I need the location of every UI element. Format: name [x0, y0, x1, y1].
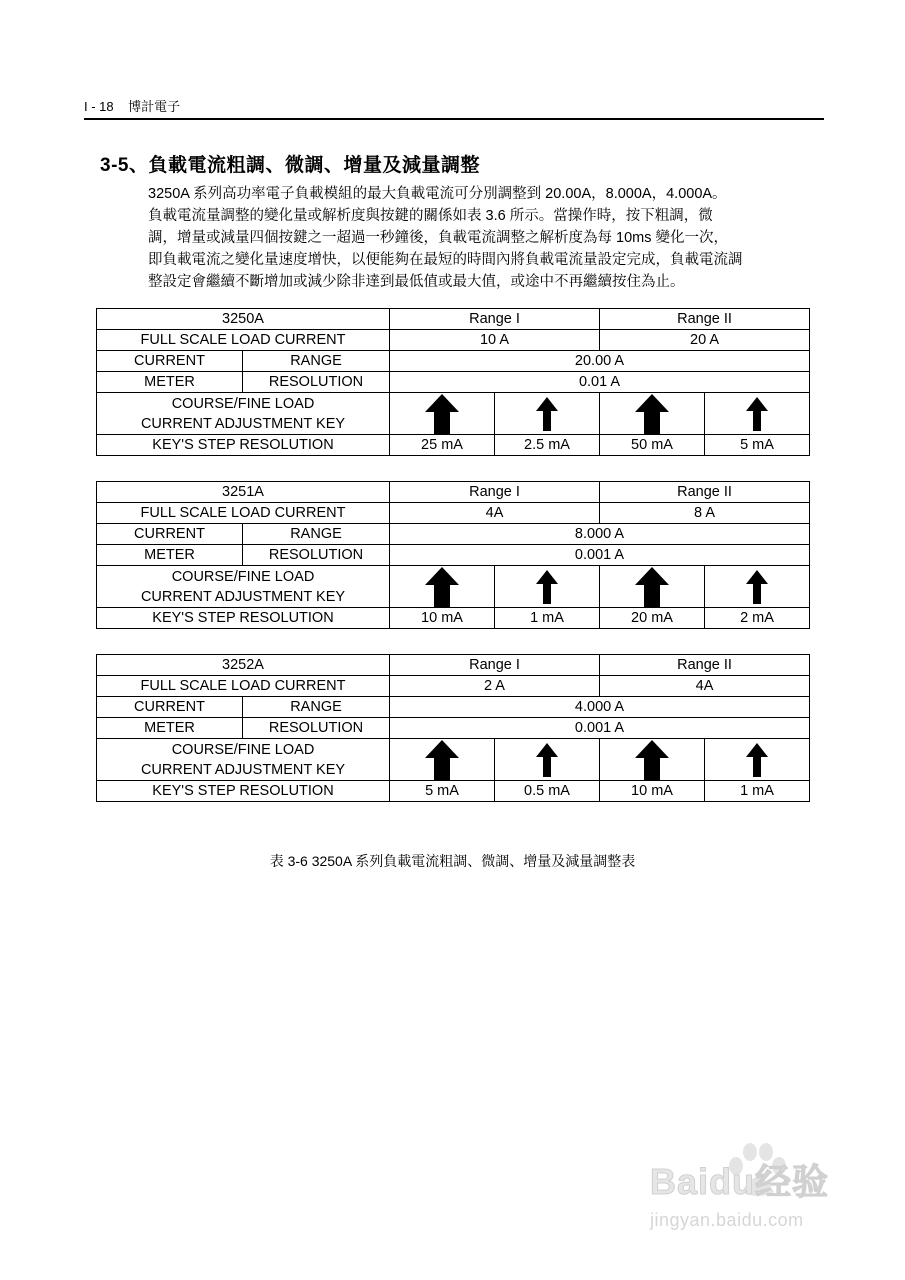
key-label-line-1: COURSE/FINE LOAD — [171, 395, 315, 412]
resolution-label: RESOLUTION — [243, 718, 390, 739]
spec-table-3250a — [96, 308, 810, 456]
key-label-line-1: COURSE/FINE LOAD — [171, 741, 315, 758]
company-name: 博計電子 — [128, 99, 181, 114]
fine-key-cell — [705, 566, 810, 608]
table-row — [97, 482, 810, 503]
model-cell: 3251A — [97, 482, 390, 503]
key-label — [97, 739, 390, 781]
resolution-value: 0.001 A — [390, 718, 810, 739]
intro-line: 調，增量或減量四個按鍵之一超過一秒鐘後，負載電流調整之解析度為每 10ms 變化一次， — [148, 230, 729, 246]
intro-line: 3250A 系列高功率電子負載模組的最大負載電流可分別調整到 20.00A，8.000A，4.000A。 — [148, 186, 727, 202]
up-arrow-small-icon — [536, 397, 558, 431]
fine-key-cell — [495, 393, 600, 435]
table-row — [97, 545, 810, 566]
range-label: RANGE — [243, 697, 390, 718]
coarse-key-cell — [600, 566, 705, 608]
model-cell: 3252A — [97, 655, 390, 676]
full-scale-label: FULL SCALE LOAD CURRENT — [97, 330, 390, 351]
step-value: 2 mA — [705, 608, 810, 629]
range-label: RANGE — [243, 351, 390, 372]
coarse-key-cell — [390, 739, 495, 781]
key-label — [97, 393, 390, 435]
watermark-url: jingyan.baidu.com — [650, 1210, 804, 1230]
coarse-key-cell — [390, 566, 495, 608]
resolution-label: RESOLUTION — [243, 372, 390, 393]
up-arrow-large-icon — [635, 394, 669, 434]
coarse-key-cell — [390, 393, 495, 435]
step-value: 5 mA — [705, 435, 810, 456]
spec-table-3251a — [96, 481, 810, 629]
intro-line: 即負載電流之變化量速度增快，以便能夠在最短的時間內將負載電流量設定完成，負載電流調 — [148, 252, 743, 268]
watermark — [640, 1140, 880, 1250]
meter-label-1: CURRENT — [97, 697, 243, 718]
table-row — [97, 655, 810, 676]
step-value: 10 mA — [390, 608, 495, 629]
fine-key-cell — [495, 566, 600, 608]
table-caption: 表 3-6 3250A 系列負載電流粗調、微調、增量及減量調整表 — [269, 853, 636, 869]
step-value: 20 mA — [600, 608, 705, 629]
table-row — [97, 435, 810, 456]
intro-line: 負載電流量調整的變化量或解析度與按鍵的關係如表 3.6 所示。當操作時，按下粗調，微 — [148, 208, 713, 224]
up-arrow-small-icon — [746, 743, 768, 777]
range-value: 4.000 A — [390, 697, 810, 718]
table-row — [97, 351, 810, 372]
step-value: 25 mA — [390, 435, 495, 456]
range-label: RANGE — [243, 524, 390, 545]
fine-key-cell — [705, 393, 810, 435]
step-value: 50 mA — [600, 435, 705, 456]
meter-label-2: METER — [97, 372, 243, 393]
up-arrow-small-icon — [746, 570, 768, 604]
full-scale-label: FULL SCALE LOAD CURRENT — [97, 503, 390, 524]
table-row — [97, 503, 810, 524]
header-divider — [84, 118, 824, 120]
table-row — [97, 676, 810, 697]
section-title: 3-5、負載電流粗調、微調、增量及減量調整 — [100, 155, 480, 176]
step-value: 0.5 mA — [495, 781, 600, 802]
full-scale-label: FULL SCALE LOAD CURRENT — [97, 676, 390, 697]
meter-label-1: CURRENT — [97, 524, 243, 545]
table-row — [97, 718, 810, 739]
coarse-key-cell — [600, 393, 705, 435]
range1-header: Range I — [390, 655, 600, 676]
up-arrow-large-icon — [635, 567, 669, 607]
key-label-line-2: CURRENT ADJUSTMENT KEY — [140, 588, 346, 605]
range2-header: Range II — [600, 482, 810, 503]
up-arrow-small-icon — [746, 397, 768, 431]
key-label — [97, 566, 390, 608]
up-arrow-small-icon — [536, 570, 558, 604]
meter-label-1: CURRENT — [97, 351, 243, 372]
range2-header: Range II — [600, 309, 810, 330]
step-value: 2.5 mA — [495, 435, 600, 456]
range1-header: Range I — [390, 482, 600, 503]
full-scale-r1: 10 A — [390, 330, 600, 351]
range1-header: Range I — [390, 309, 600, 330]
up-arrow-large-icon — [425, 567, 459, 607]
table-row — [97, 309, 810, 330]
key-label-line-2: CURRENT ADJUSTMENT KEY — [140, 415, 346, 432]
range-value: 8.000 A — [390, 524, 810, 545]
coarse-key-cell — [600, 739, 705, 781]
key-label-line-2: CURRENT ADJUSTMENT KEY — [140, 761, 346, 778]
meter-label-2: METER — [97, 718, 243, 739]
step-label: KEY'S STEP RESOLUTION — [97, 435, 390, 456]
meter-label-2: METER — [97, 545, 243, 566]
table-row — [97, 372, 810, 393]
table-row — [97, 524, 810, 545]
up-arrow-small-icon — [536, 743, 558, 777]
up-arrow-large-icon — [425, 740, 459, 780]
full-scale-r2: 8 A — [600, 503, 810, 524]
fine-key-cell — [705, 739, 810, 781]
intro-paragraph — [148, 183, 824, 293]
up-arrow-large-icon — [425, 394, 459, 434]
table-row — [97, 608, 810, 629]
resolution-label: RESOLUTION — [243, 545, 390, 566]
table-row — [97, 330, 810, 351]
table-row — [97, 566, 810, 608]
spec-table-3252a — [96, 654, 810, 802]
page-label: I - 18 — [84, 99, 114, 114]
range-value: 20.00 A — [390, 351, 810, 372]
step-label: KEY'S STEP RESOLUTION — [97, 781, 390, 802]
resolution-value: 0.001 A — [390, 545, 810, 566]
range2-header: Range II — [600, 655, 810, 676]
key-label-line-1: COURSE/FINE LOAD — [171, 568, 315, 585]
table-row — [97, 781, 810, 802]
step-value: 1 mA — [705, 781, 810, 802]
step-value: 10 mA — [600, 781, 705, 802]
full-scale-r2: 20 A — [600, 330, 810, 351]
page-header — [84, 99, 822, 115]
table-row — [97, 393, 810, 435]
watermark-brand: Baidu经验 — [650, 1161, 830, 1202]
table-row — [97, 697, 810, 718]
table-row — [97, 739, 810, 781]
intro-line: 整設定會繼續不斷增加或減少除非達到最低值或最大值，或途中不再繼續按住為止。 — [148, 274, 685, 290]
up-arrow-large-icon — [635, 740, 669, 780]
resolution-value: 0.01 A — [390, 372, 810, 393]
full-scale-r1: 4A — [390, 503, 600, 524]
step-label: KEY'S STEP RESOLUTION — [97, 608, 390, 629]
full-scale-r2: 4A — [600, 676, 810, 697]
full-scale-r1: 2 A — [390, 676, 600, 697]
model-cell: 3250A — [97, 309, 390, 330]
fine-key-cell — [495, 739, 600, 781]
step-value: 5 mA — [390, 781, 495, 802]
step-value: 1 mA — [495, 608, 600, 629]
